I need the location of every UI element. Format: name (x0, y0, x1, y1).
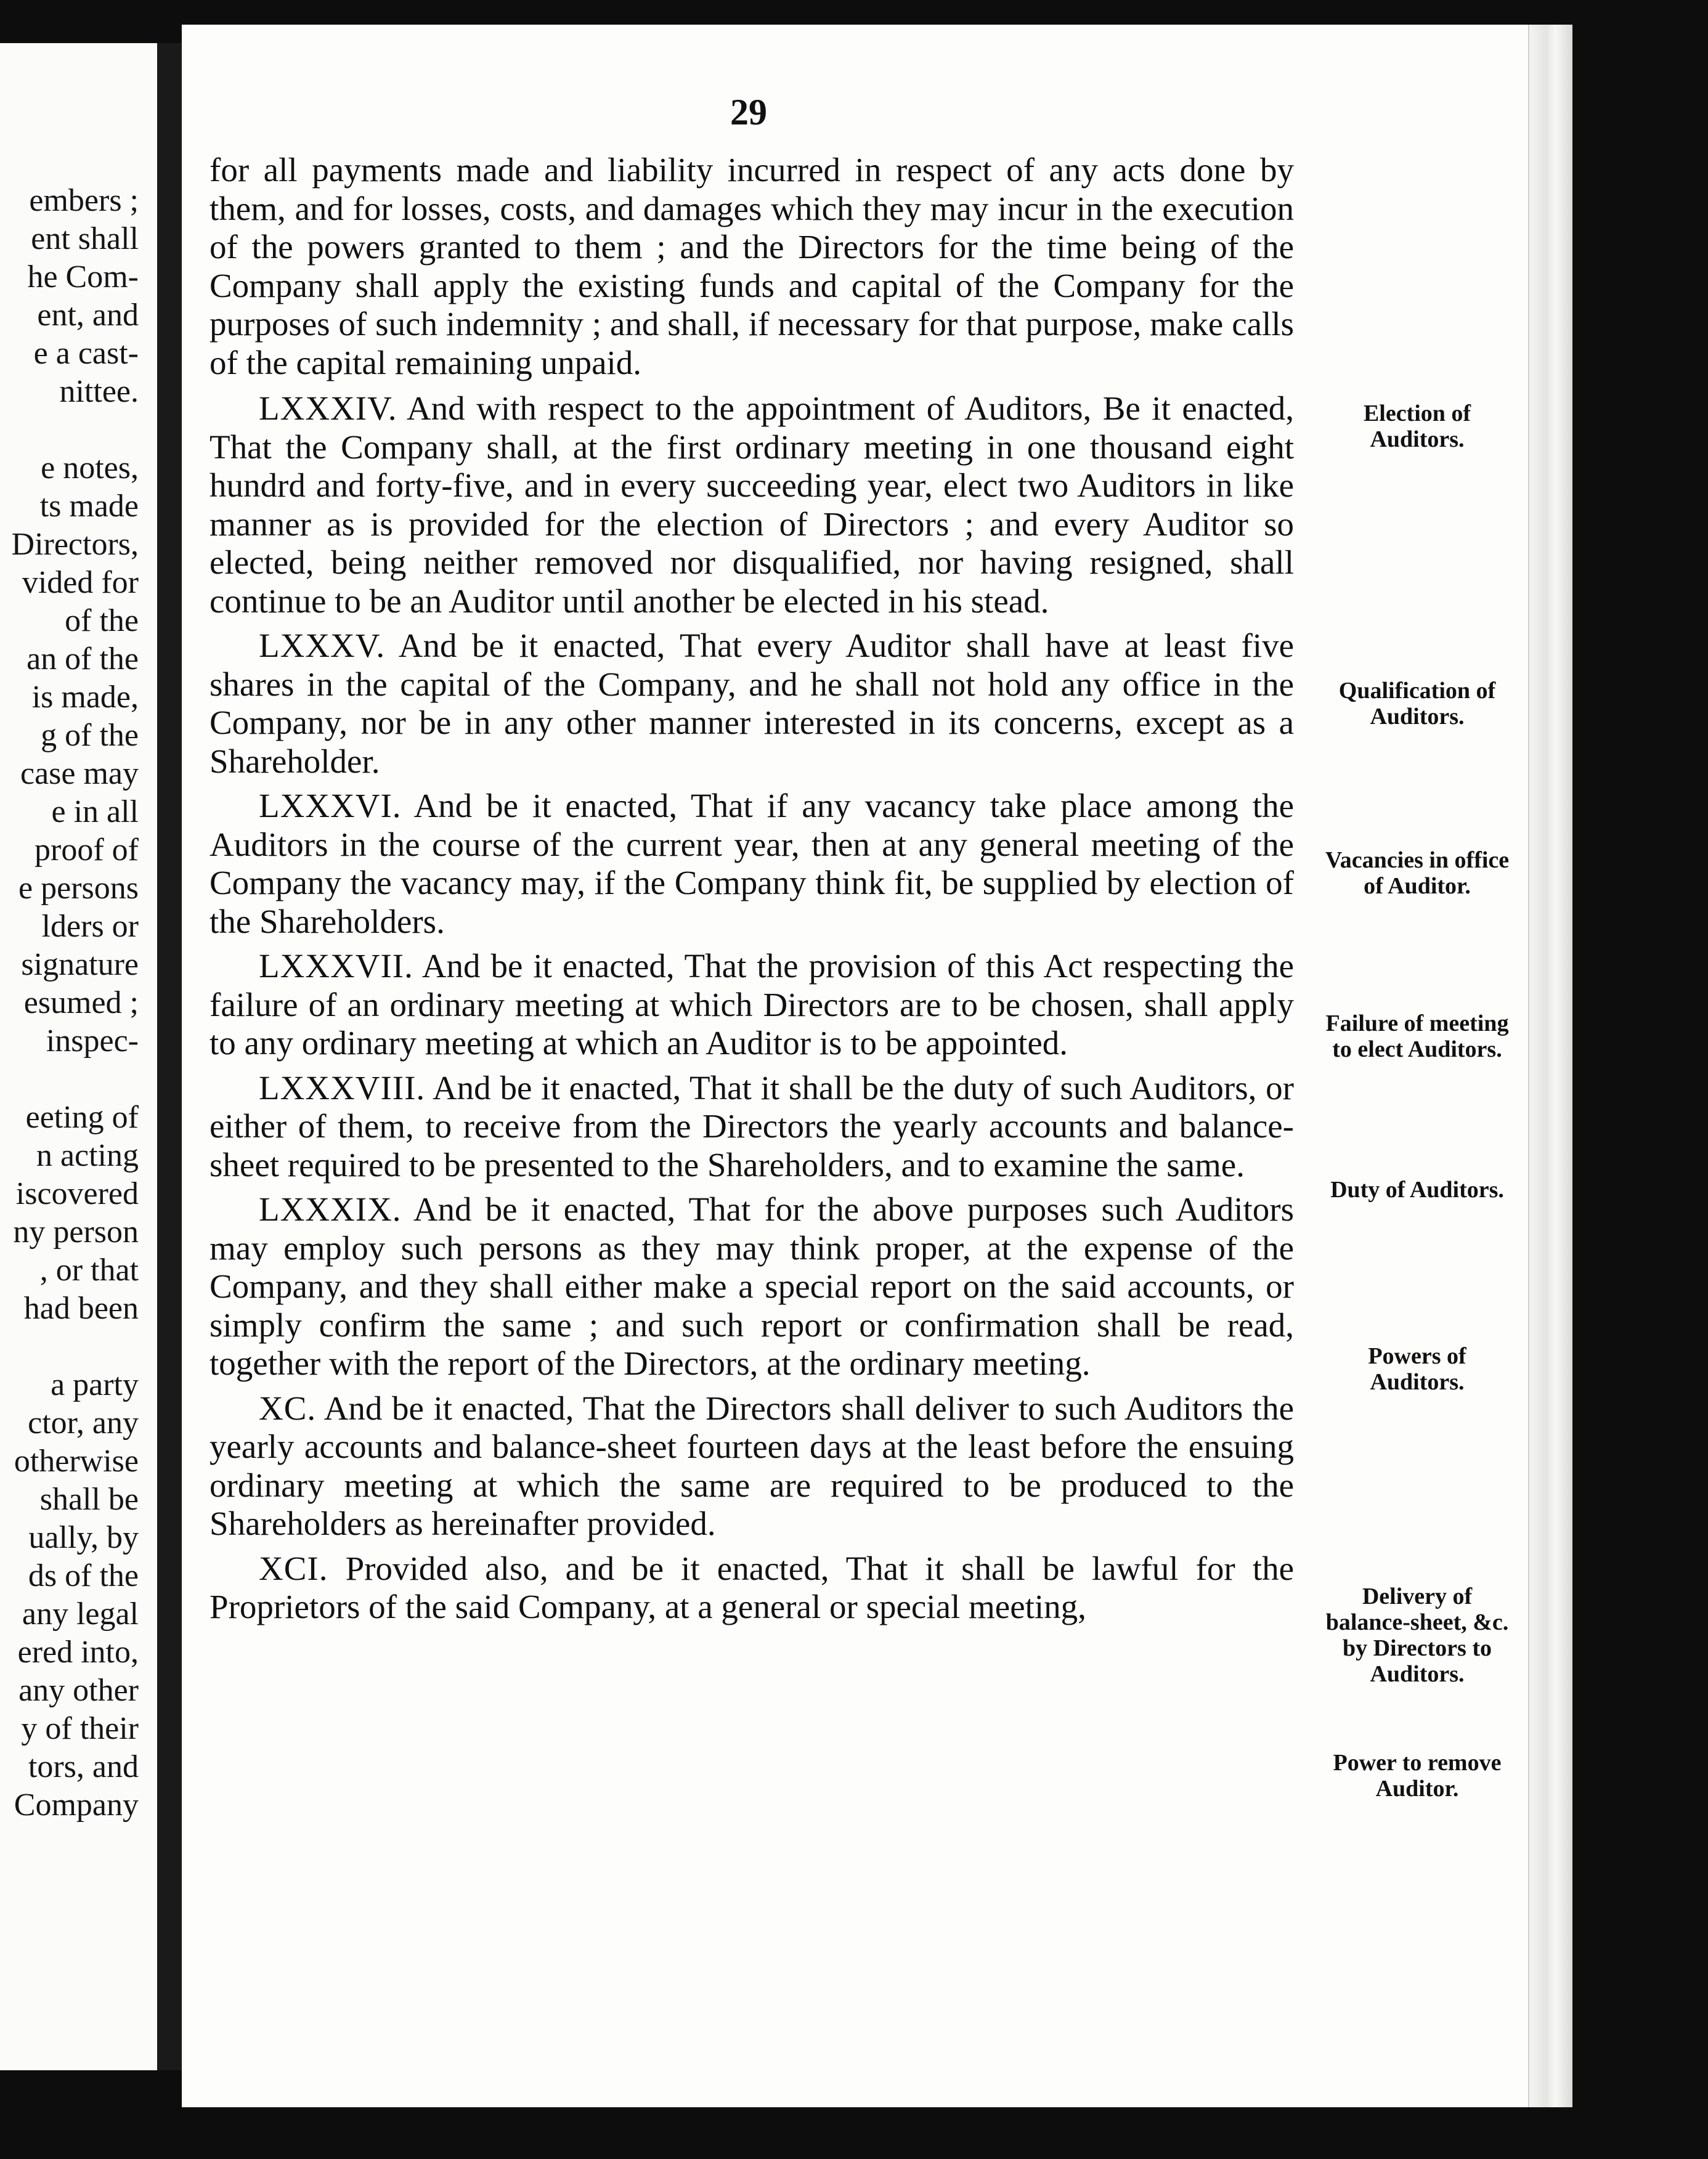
previous-page-line: eeting of (25, 1100, 139, 1135)
margin-note-duty: Duty of Auditors. (1330, 1177, 1504, 1203)
previous-page-line: y of their (21, 1711, 139, 1746)
margin-note-election: Election of Auditors. (1363, 400, 1471, 452)
previous-page-line: e notes, (41, 450, 139, 486)
previous-page-line: a party (51, 1367, 139, 1402)
section-xci (209, 1550, 1294, 1627)
previous-page-line: shall be (39, 1482, 139, 1517)
section-lxxxvi (209, 787, 1294, 941)
previous-page-line: ctor, any (28, 1405, 139, 1441)
previous-page-line: iscovered (15, 1176, 139, 1211)
margin-note-delivery: Delivery of balance-sheet, &c. by Directors to Auditors. (1325, 1584, 1509, 1687)
previous-page-line: is made, (31, 680, 139, 715)
section-number: LXXXVII. (259, 947, 413, 985)
previous-page-line: otherwise (14, 1444, 139, 1479)
previous-page-fragment (0, 43, 157, 2070)
previous-page-line: ny person (13, 1214, 139, 1250)
margin-note-qualification: Qualification of Auditors. (1338, 678, 1496, 730)
section-text: And be it enacted, That every Auditor shall have at least five shares in the capital of the Company, and he shall not hold any office in the Company, nor be in any other manner interested in its concerns, except as a Shareholder. (209, 627, 1294, 780)
previous-page-line: ent, and (37, 298, 139, 333)
previous-page-text (0, 182, 139, 1824)
previous-page-line: g of the (41, 718, 139, 753)
previous-page-line: embers ; (29, 183, 139, 218)
section-number: XCI. (259, 1549, 328, 1587)
section-number: LXXXV. (259, 627, 386, 664)
margin-note-vacancies: Vacancies in office of Auditor. (1325, 847, 1510, 899)
previous-page-line: an of the (26, 641, 139, 677)
section-text: And be it enacted, That it shall be the duty of such Auditors, or either of them, to receive from the Directors the yearly accounts and balance-sheet required to be presented to the Shareholders, and to examine the same. (209, 1068, 1294, 1184)
previous-page-line: had been (23, 1291, 139, 1326)
lead-paragraph: for all payments made and liability incurred in respect of any acts done by them, and for losses, costs, and damages which they may incur in the execution of the powers granted to them ; and the Directors for the time being of the Company shall apply the existing funds and capital of the Company for the purposes of such indemnity ; and shall, if necessary for that purpose, make calls of the capital remaining unpaid. (209, 151, 1294, 381)
previous-page-line: ered into, (17, 1635, 139, 1670)
previous-page-line: tors, and (28, 1749, 139, 1784)
previous-page-line: Company (14, 1787, 139, 1823)
previous-page-line: case may (20, 756, 139, 791)
previous-page-line: ually, by (28, 1520, 139, 1555)
section-lxxxv (209, 627, 1294, 781)
previous-page-line: proof of (35, 832, 139, 868)
previous-page-line: inspec- (46, 1023, 139, 1059)
section-lxxxiv (209, 389, 1294, 620)
section-text: And be it enacted, That for the above purposes such Auditors may employ such persons as they may think proper, at the expense of the Company, and they shall either make a special report on the said accounts, or simply confirm the same ; and such report or confirmation shall be read, together with the report of the Directors, at the ordinary meeting. (209, 1190, 1294, 1382)
previous-page-line: Directors, (11, 527, 139, 562)
margin-note-power-remove: Power to remove Auditor. (1333, 1750, 1502, 1802)
previous-page-line: ent shall (31, 221, 139, 256)
section-xc (209, 1389, 1294, 1543)
previous-page-line (0, 411, 139, 449)
previous-page-line: he Com- (27, 259, 139, 295)
section-number: XC. (259, 1389, 317, 1427)
section-number: LXXXIX. (259, 1190, 402, 1228)
previous-page-line: nittee. (59, 374, 139, 409)
previous-page-line: lders or (41, 909, 139, 944)
previous-page-line (0, 1060, 139, 1099)
previous-page-line: , or that (39, 1253, 139, 1288)
book-gutter (157, 43, 182, 2070)
previous-page-line: any legal (22, 1596, 139, 1632)
body-text (209, 151, 1294, 1633)
previous-page-line: ts made (39, 489, 139, 524)
previous-page-line: e a cast- (33, 336, 139, 371)
previous-page-line: any other (18, 1673, 139, 1708)
previous-page-line: e in all (51, 794, 139, 829)
margin-note-failure: Failure of meeting to elect Auditors. (1325, 1010, 1509, 1062)
previous-page-line: esumed ; (23, 985, 139, 1020)
section-text: And be it enacted, That the Directors shall deliver to such Auditors the yearly accounts and balance-sheet fourteen days at the least before the ensuing ordinary meeting at which the same are required to be produced to the Shareholders as hereinafter provided. (209, 1389, 1294, 1542)
section-lxxxviii (209, 1069, 1294, 1185)
margin-note-powers: Powers of Auditors. (1368, 1343, 1466, 1395)
section-number: LXXXVIII. (259, 1068, 426, 1107)
page-edge (1528, 25, 1572, 2107)
previous-page-line: n acting (36, 1138, 139, 1173)
section-lxxxix (209, 1190, 1294, 1383)
section-number: LXXXVI. (259, 787, 402, 824)
section-text: And be it enacted, That the provision of this Act respecting the failure of an ordinary meeting at which Directors are to be chosen, shall apply to any ordinary meeting at which an Auditor is to be appointed. (209, 947, 1294, 1062)
page-number: 29 (730, 92, 767, 132)
previous-page-line: vided for (22, 565, 139, 600)
section-text: And be it enacted, That if any vacancy take place among the Auditors in the course of the current year, then at any general meeting of the Company the vacancy may, if the Company think fit, be supplied by election of the Shareholders. (209, 787, 1295, 940)
section-number: LXXXIV. (259, 389, 397, 427)
previous-page-line: e persons (18, 871, 139, 906)
section-text: And with respect to the appointment of Auditors, Be it enacted, That the Company shall, at the first ordinary meeting in one thousand eight hundrd and forty-five, and in every succeeding year, elect two Auditors in like manner as is provided for the election of Directors ; and every Auditor so elected, being neither removed nor disqualified, nor having resigned, shall continue to be an Auditor until another be elected in his stead. (209, 389, 1294, 620)
section-lxxxvii (209, 947, 1294, 1063)
section-text: Provided also, and be it enacted, That it shall be lawful for the Proprietors of the said Company, at a general or special meeting, (209, 1549, 1295, 1625)
previous-page-line: ds of the (28, 1558, 139, 1593)
previous-page-line: signature (21, 947, 139, 982)
previous-page-line: of the (65, 603, 139, 638)
previous-page-line (0, 1328, 139, 1366)
